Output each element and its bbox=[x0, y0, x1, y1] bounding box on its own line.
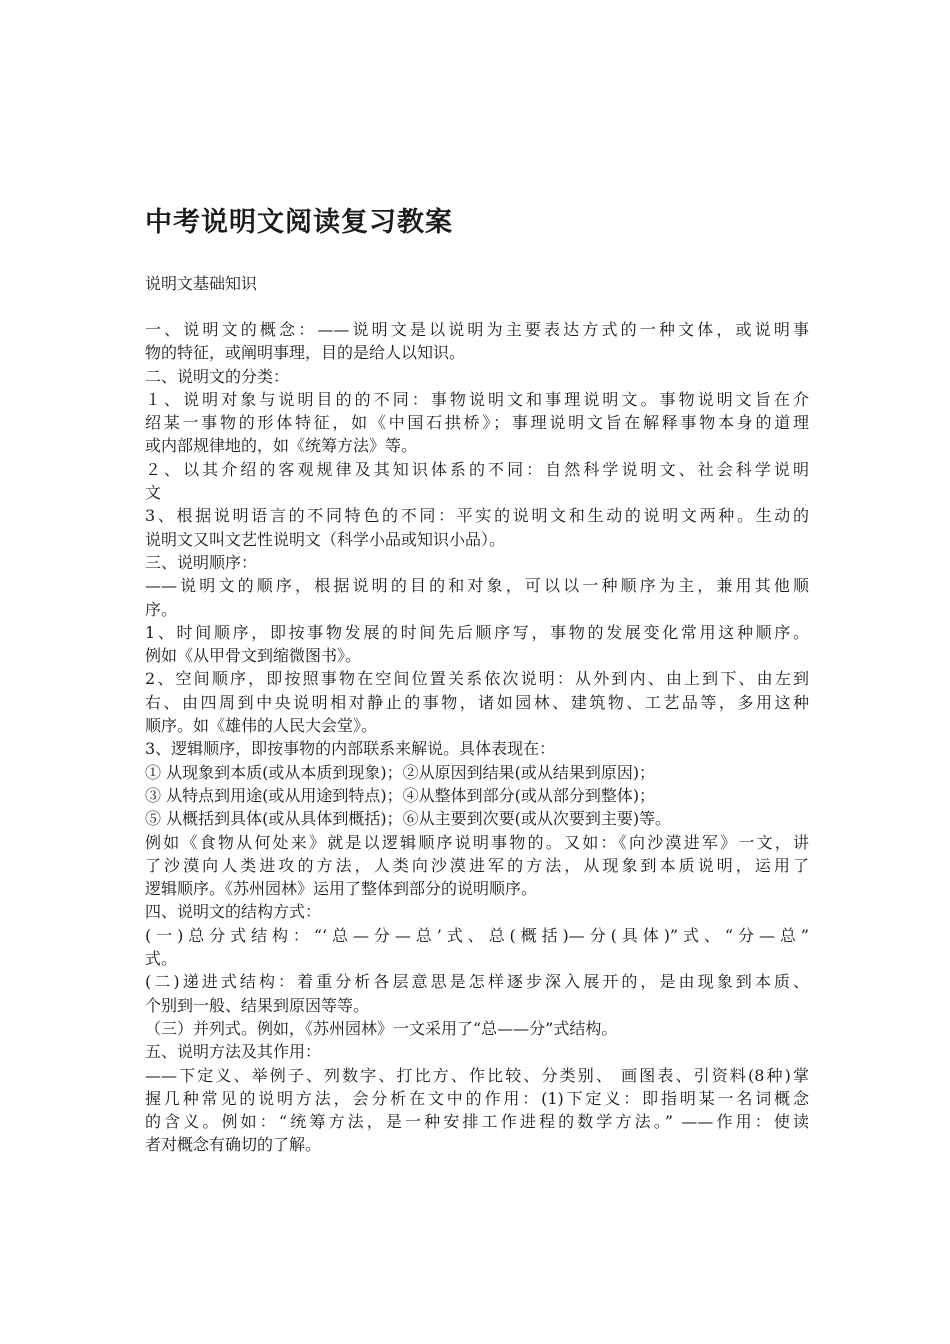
text-line: 或内部规律地的，如《统筹方法》等。 bbox=[145, 436, 418, 456]
text-line: 例如《从甲骨文到缩微图书》。 bbox=[145, 646, 362, 666]
text-line: 三、说明顺序： bbox=[145, 552, 258, 572]
text-line: 一、说明文的概念：——说明文是以说明为主要表达方式的一种文体，或说明事 bbox=[145, 320, 809, 339]
document-title: 中考说明文阅读复习教案 bbox=[145, 207, 453, 238]
text-line: 1、时间顺序，即按事物发展的时间先后顺序写，事物的发展变化常用这种顺序。 bbox=[145, 622, 809, 642]
text-line: 3、根据说明语言的不同特色的不同：平实的说明文和生动的说明文两种。生动的 bbox=[145, 506, 809, 526]
text-line: 的含义。例如：“统筹方法，是一种安排工作进程的数学方法。” ——作用：使读 bbox=[145, 1112, 809, 1132]
text-line: ２、以其介绍的客观规律及其知识体系的不同：自然科学说明文、社会科学说明 bbox=[145, 459, 809, 479]
text-line: 了沙漠向人类进攻的方法，人类向沙漠进军的方法，从现象到本质说明，运用了 bbox=[145, 855, 809, 875]
text-line: 二、说明文的分类： bbox=[145, 366, 290, 386]
text-line: ⑤ 从概括到具体(或从具体到概括)；⑥从主要到次要(或从次要到主要)等。 bbox=[145, 809, 672, 829]
text-line: 右、由四周到中央说明相对静止的事物，诸如园林、建筑物、工艺品等，多用这种 bbox=[145, 692, 809, 712]
text-line: 四、说明文的结构方式： bbox=[145, 902, 322, 922]
text-line: ③ 从特点到用途(或从用途到特点)；④从整体到部分(或从部分到整体)； bbox=[145, 785, 656, 805]
text-line: 2、空间顺序，即按照事物在空间位置关系依次说明：从外到内、由上到下、由左到 bbox=[145, 669, 809, 689]
text-line: 物的特征，或阐明事理，目的是给人以知识。 bbox=[145, 343, 466, 363]
text-line: 逻辑顺序。《苏州园林》运用了整体到部分的说明顺序。 bbox=[145, 879, 538, 899]
text-line: 3、逻辑顺序，即按事物的内部联系来解说。具体表现在： bbox=[145, 739, 556, 759]
text-line: （三）并列式。例如，《苏州园林》一文采用了“总——分”式结构。 bbox=[145, 1018, 618, 1038]
document-subtitle: 说明文基础知识 bbox=[145, 274, 258, 293]
text-line: 式。 bbox=[145, 949, 178, 969]
text-line: 例如《食物从何处来》就是以逻辑顺序说明事物的。又如：《向沙漠进军》一文，讲 bbox=[145, 832, 809, 852]
text-line: (二)递进式结构：着重分析各层意思是怎样逐步深入展开的，是由现象到本质、 bbox=[145, 972, 809, 992]
document-body bbox=[145, 318, 809, 1157]
text-line: １、说明对象与说明目的的不同：事物说明文和事理说明文。事物说明文旨在介 bbox=[145, 389, 809, 409]
text-line: ① 从现象到本质(或从本质到现象)；②从原因到结果(或从结果到原因)； bbox=[145, 762, 656, 782]
text-line: 者对概念有确切的了解。 bbox=[145, 1135, 322, 1155]
text-line: 个别到一般、结果到原因等等。 bbox=[145, 995, 370, 1015]
text-line: 绍某一事物的形体特征，如《中国石拱桥》；事理说明文旨在解释事物本身的道理 bbox=[145, 413, 809, 433]
document-page bbox=[145, 205, 809, 1157]
text-line: 握几种常见的说明方法，会分析在文中的作用：(1)下定义：即指明某一名词概念 bbox=[145, 1088, 809, 1108]
text-line: 文 bbox=[145, 483, 162, 503]
text-line: ——下定义、举例子、列数字、打比方、作比较、分类别、 画图表、引资料(8种)掌 bbox=[145, 1065, 809, 1085]
text-line: 说明文又叫文艺性说明文（科学小品或知识小品）。 bbox=[145, 529, 506, 549]
text-line: 五、说明方法及其作用： bbox=[145, 1042, 322, 1062]
text-line: (一)总分式结构：“‘总—分—总’式、总(概括)—分(具体)”式、“分—总” bbox=[145, 925, 809, 945]
text-line: 序。 bbox=[145, 599, 178, 619]
text-line: 顺序。如《雄伟的人民大会堂》。 bbox=[145, 716, 378, 736]
text-line: ——说明文的顺序，根据说明的目的和对象，可以以一种顺序为主，兼用其他顺 bbox=[145, 576, 809, 596]
